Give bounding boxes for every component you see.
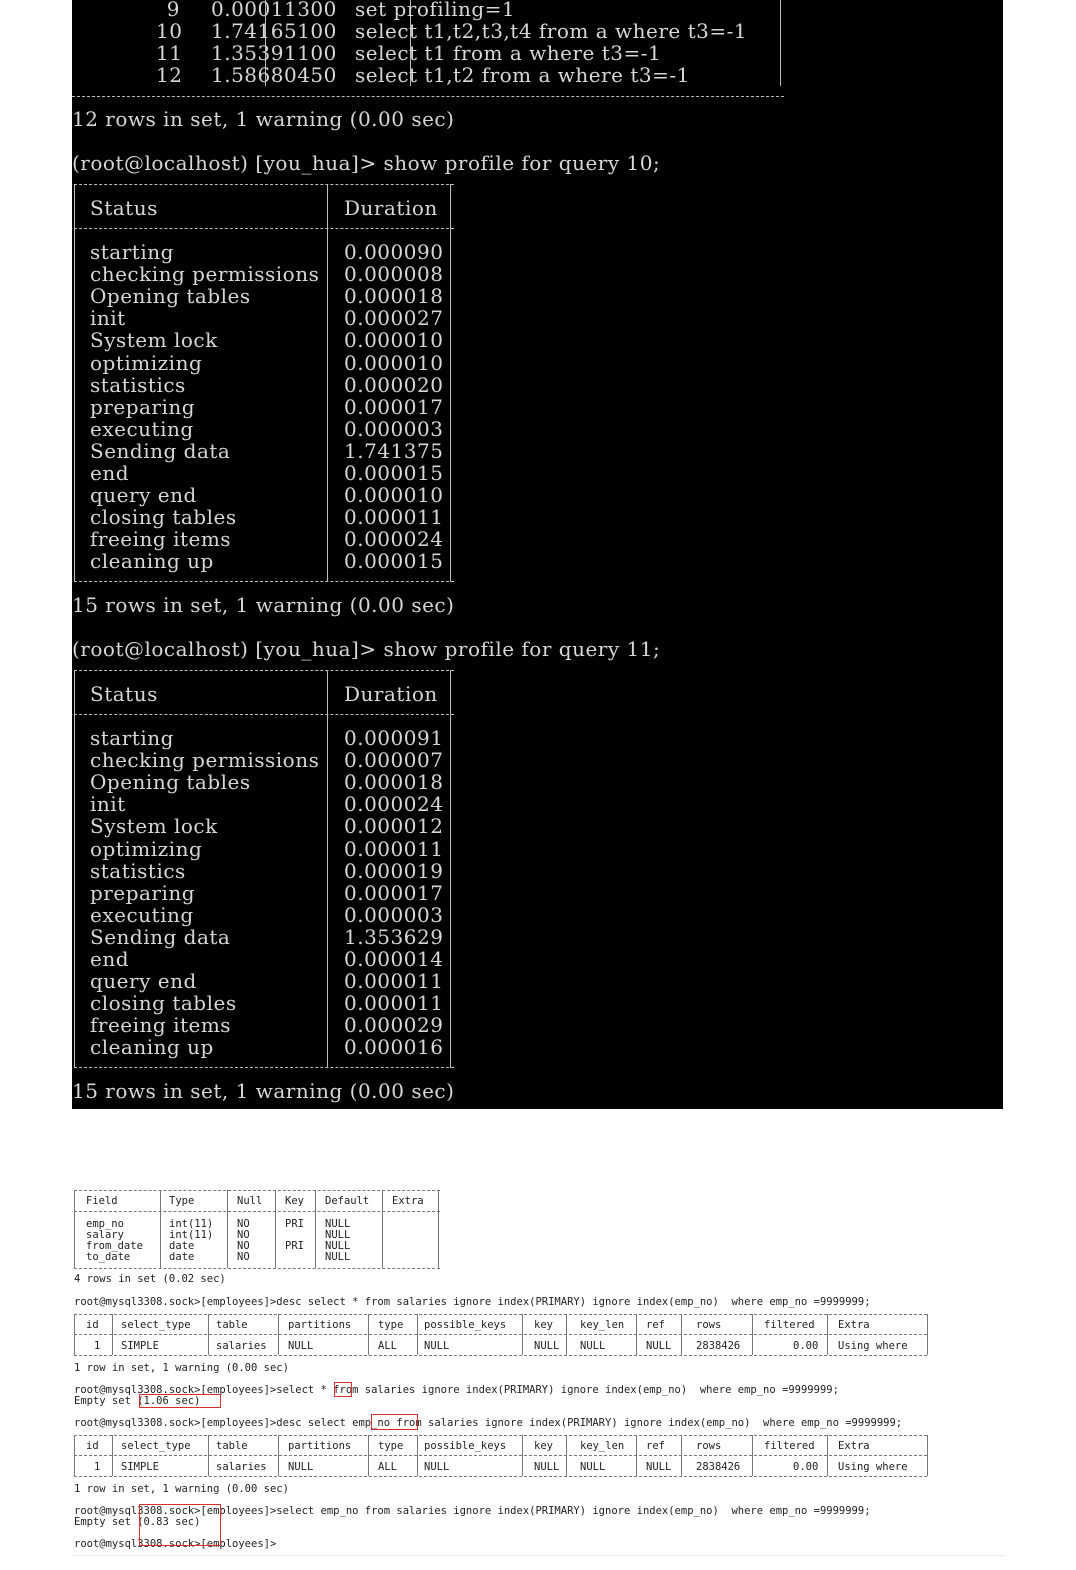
status-cell: cleaning up — [90, 1035, 214, 1060]
second-terminal-screenshot — [72, 1186, 1003, 1556]
query-text: select t1,t2 from a where t3=-1 — [355, 63, 690, 87]
column-header: type — [378, 1319, 404, 1331]
table-border — [74, 670, 454, 671]
table-border — [927, 1435, 928, 1476]
column-header: id — [86, 1440, 99, 1452]
table-border — [74, 1314, 927, 1315]
table-border — [368, 1314, 369, 1355]
duration-cell: 0.000017 — [344, 394, 444, 419]
duration-cell: 0.000016 — [344, 1035, 444, 1060]
column-header: table — [216, 1319, 248, 1331]
table-border — [74, 184, 75, 582]
table-border — [74, 1067, 454, 1068]
table-cell: 2838426 — [696, 1461, 741, 1473]
result-summary: 4 rows in set (0.02 sec) — [74, 1273, 226, 1285]
table-border — [752, 1435, 753, 1476]
duration-cell: 0.000011 — [344, 969, 444, 994]
table-border — [74, 1455, 927, 1456]
column-header: id — [86, 1319, 99, 1331]
table-cell: from_date — [86, 1240, 143, 1252]
table-border — [275, 1190, 276, 1268]
status-cell: checking permissions — [90, 748, 320, 773]
status-cell: Opening tables — [90, 770, 251, 795]
duration-cell: 0.000020 — [344, 372, 444, 397]
table-border — [74, 1190, 75, 1268]
table-cell: NULL — [288, 1461, 314, 1473]
table-cell: 0.00 — [793, 1340, 819, 1352]
status-cell: closing tables — [90, 991, 237, 1016]
column-header-status: Status — [90, 682, 158, 706]
table-border — [278, 1314, 279, 1355]
terminal-screenshot — [72, 0, 1003, 1109]
column-header-status: Status — [90, 196, 158, 220]
status-cell: optimizing — [90, 836, 203, 861]
duration-cell: 0.000011 — [344, 836, 444, 861]
duration-cell: 0.000015 — [344, 549, 444, 574]
column-header: possible_keys — [424, 1319, 507, 1331]
status-cell: end — [90, 947, 130, 971]
query-text: select t1 from a where t3=-1 — [355, 41, 662, 65]
duration-cell: 0.000003 — [344, 902, 444, 927]
table-border — [74, 1435, 75, 1476]
duration-cell: 0.000008 — [344, 262, 444, 287]
query-id: 12 — [156, 63, 183, 87]
table-border — [112, 1314, 113, 1355]
status-cell: Sending data — [90, 924, 231, 949]
table-cell: to_date — [86, 1251, 131, 1263]
table-cell: NULL — [424, 1461, 450, 1473]
duration-cell: 0.000017 — [344, 880, 444, 905]
result-summary: 1 row in set, 1 warning (0.00 sec) — [74, 1483, 289, 1495]
column-header: partitions — [288, 1319, 352, 1331]
table-border — [74, 1211, 440, 1212]
table-border — [382, 1190, 383, 1268]
column-header: key_len — [580, 1319, 625, 1331]
table-border — [827, 1435, 828, 1476]
duration-cell: 0.000015 — [344, 461, 444, 485]
table-border — [522, 1314, 523, 1355]
status-cell: statistics — [90, 372, 186, 397]
column-header: Null — [237, 1195, 263, 1207]
status-cell: preparing — [90, 394, 196, 419]
table-border — [208, 1314, 209, 1355]
status-cell: Sending data — [90, 438, 231, 463]
table-border — [636, 1435, 637, 1476]
table-border — [927, 1314, 928, 1355]
column-header-duration: Duration — [344, 196, 438, 220]
table-cell: 2838426 — [696, 1340, 741, 1352]
status-cell: starting — [90, 726, 174, 750]
command-line: root@mysql3308.sock>[employees]>select emp_no from salaries ignore index(PRIMARY) ignore index(emp_no) where emp_no =9999999; — [74, 1505, 871, 1517]
table-border — [780, 0, 781, 86]
table-cell: NULL — [288, 1340, 314, 1352]
table-cell: NULL — [534, 1340, 560, 1352]
table-border — [74, 1314, 75, 1355]
duration-cell: 0.000029 — [344, 1013, 444, 1038]
column-header: Default — [325, 1195, 370, 1207]
table-border — [74, 1476, 927, 1477]
table-cell: NULL — [646, 1340, 672, 1352]
column-header: key — [534, 1440, 553, 1452]
table-cell: NO — [237, 1229, 250, 1241]
table-border — [74, 1190, 440, 1191]
table-border — [566, 1314, 567, 1355]
table-cell: NO — [237, 1218, 250, 1230]
column-header: ref — [646, 1440, 665, 1452]
column-header-duration: Duration — [344, 682, 438, 706]
column-header: key — [534, 1319, 553, 1331]
column-header: Type — [169, 1195, 195, 1207]
duration-cell: 0.000090 — [344, 240, 444, 264]
table-cell: NULL — [325, 1218, 351, 1230]
table-cell: PRI — [285, 1218, 304, 1230]
status-cell: executing — [90, 902, 194, 927]
table-cell: NULL — [580, 1340, 606, 1352]
column-header: Extra — [392, 1195, 424, 1207]
table-border — [74, 1435, 927, 1436]
command-line: root@mysql3308.sock>[employees]>select * from salaries ignore index(PRIMARY) ignore index(emp_no) where emp_no =9999999; — [74, 1384, 839, 1396]
table-cell: ALL — [378, 1340, 397, 1352]
column-header: Extra — [838, 1319, 870, 1331]
table-cell: salary — [86, 1229, 124, 1241]
table-cell: 1 — [94, 1340, 101, 1352]
result-summary: Empty set (1.06 sec) — [74, 1395, 201, 1407]
status-cell: init — [90, 792, 126, 817]
table-cell: NULL — [580, 1461, 606, 1473]
status-cell: System lock — [90, 328, 218, 353]
duration-cell: 1.741375 — [344, 438, 444, 463]
table-border — [112, 1435, 113, 1476]
table-border — [438, 1190, 439, 1268]
table-border — [827, 1314, 828, 1355]
status-cell: cleaning up — [90, 549, 214, 574]
column-header: filtered — [764, 1440, 815, 1452]
table-border — [74, 228, 454, 229]
highlight-box — [139, 1504, 221, 1546]
table-cell: int(11) — [169, 1229, 214, 1241]
column-header: ref — [646, 1319, 665, 1331]
query-duration: 1.74165100 — [211, 19, 337, 43]
highlight-box — [334, 1382, 352, 1397]
column-header: possible_keys — [424, 1440, 507, 1452]
table-cell: NULL — [325, 1229, 351, 1241]
duration-cell: 0.000014 — [344, 947, 444, 971]
command-line: root@mysql3308.sock>[employees]>desc select * from salaries ignore index(PRIMARY) ignore index(emp_no) where emp_no =9999999; — [74, 1296, 871, 1308]
duration-cell: 0.000024 — [344, 527, 444, 552]
table-border — [681, 1435, 682, 1476]
duration-cell: 0.000011 — [344, 505, 444, 530]
table-border — [315, 1190, 316, 1268]
query-id: 11 — [156, 41, 183, 65]
table-border — [327, 184, 328, 582]
table-cell: NULL — [325, 1240, 351, 1252]
table-cell: NO — [237, 1240, 250, 1252]
column-header: key_len — [580, 1440, 625, 1452]
duration-cell: 0.000011 — [344, 991, 444, 1016]
column-header: rows — [696, 1440, 722, 1452]
status-cell: executing — [90, 416, 194, 441]
table-border — [450, 184, 451, 582]
column-header: table — [216, 1440, 248, 1452]
duration-cell: 0.000010 — [344, 483, 444, 508]
column-header: select_type — [121, 1440, 191, 1452]
query-text: select t1,t2,t3,t4 from a where t3=-1 — [355, 19, 748, 43]
query-duration: 1.35391100 — [211, 41, 337, 65]
status-cell: optimizing — [90, 350, 203, 375]
duration-cell: 0.000010 — [344, 350, 444, 375]
duration-cell: 0.000019 — [344, 858, 444, 883]
table-border — [681, 1314, 682, 1355]
table-cell: SIMPLE — [121, 1340, 159, 1352]
duration-cell: 0.000091 — [344, 726, 444, 750]
table-border — [74, 581, 454, 582]
status-cell: System lock — [90, 814, 218, 839]
table-border — [72, 96, 784, 97]
table-cell: date — [169, 1251, 195, 1263]
table-border — [327, 670, 328, 1068]
table-cell: PRI — [285, 1240, 304, 1252]
table-border — [74, 670, 75, 1068]
table-border — [450, 670, 451, 1068]
divider — [72, 1555, 1003, 1556]
column-header: type — [378, 1440, 404, 1452]
status-cell: init — [90, 306, 126, 331]
command-line: root@mysql3308.sock>[employees]>desc select emp_no from salaries ignore index(PRIMARY) ignore index(emp_no) where emp_no =9999999; — [74, 1417, 903, 1429]
status-cell: Opening tables — [90, 284, 251, 309]
highlight-box — [371, 1414, 418, 1430]
table-border — [74, 1334, 927, 1335]
query-duration: 1.58680450 — [211, 63, 337, 87]
table-cell: salaries — [216, 1461, 267, 1473]
table-border — [160, 1190, 161, 1268]
status-cell: checking permissions — [90, 262, 320, 287]
status-cell: end — [90, 461, 130, 485]
table-border — [417, 1435, 418, 1476]
table-cell: ALL — [378, 1461, 397, 1473]
duration-cell: 0.000018 — [344, 770, 444, 795]
query-id: 9 — [166, 0, 180, 21]
table-cell: emp_no — [86, 1218, 124, 1230]
table-cell: salaries — [216, 1340, 267, 1352]
table-cell: 1 — [94, 1461, 101, 1473]
result-summary: 15 rows in set, 1 warning (0.00 sec) — [72, 593, 455, 617]
query-duration: 0.00011300 — [211, 0, 337, 21]
table-cell: SIMPLE — [121, 1461, 159, 1473]
status-cell: freeing items — [90, 527, 232, 552]
status-cell: closing tables — [90, 505, 237, 530]
table-cell: Using where — [838, 1340, 908, 1352]
table-cell: int(11) — [169, 1218, 214, 1230]
table-cell: NULL — [424, 1340, 450, 1352]
status-cell: query end — [90, 969, 197, 994]
highlight-box — [139, 1394, 221, 1408]
duration-cell: 0.000007 — [344, 748, 444, 773]
table-cell: date — [169, 1240, 195, 1252]
table-border — [74, 1355, 927, 1356]
table-cell: NO — [237, 1251, 250, 1263]
status-cell: preparing — [90, 880, 196, 905]
command-prompt: root@mysql3308.sock>[employees]> — [74, 1538, 277, 1550]
duration-cell: 1.353629 — [344, 924, 444, 949]
table-border — [368, 1435, 369, 1476]
table-cell: NULL — [325, 1251, 351, 1263]
table-border — [566, 1435, 567, 1476]
command-prompt: (root@localhost) [you_hua]> show profile for query 11; — [72, 637, 661, 661]
duration-cell: 0.000012 — [344, 814, 444, 839]
table-border — [752, 1314, 753, 1355]
column-header: Extra — [838, 1440, 870, 1452]
column-header: partitions — [288, 1440, 352, 1452]
status-cell: starting — [90, 240, 174, 264]
result-summary: 1 row in set, 1 warning (0.00 sec) — [74, 1362, 289, 1374]
duration-cell: 0.000010 — [344, 328, 444, 353]
duration-cell: 0.000003 — [344, 416, 444, 441]
table-cell: 0.00 — [793, 1461, 819, 1473]
table-border — [208, 1435, 209, 1476]
column-header: Field — [86, 1195, 118, 1207]
table-border — [74, 1268, 440, 1269]
duration-cell: 0.000024 — [344, 792, 444, 817]
table-border — [278, 1435, 279, 1476]
result-summary: 12 rows in set, 1 warning (0.00 sec) — [72, 107, 455, 131]
status-cell: query end — [90, 483, 197, 508]
table-border — [522, 1435, 523, 1476]
result-summary: 15 rows in set, 1 warning (0.00 sec) — [72, 1079, 455, 1103]
table-cell: NULL — [646, 1461, 672, 1473]
query-text: set profiling=1 — [355, 0, 516, 21]
status-cell: freeing items — [90, 1013, 232, 1038]
status-cell: statistics — [90, 858, 186, 883]
table-border — [417, 1314, 418, 1355]
command-prompt: (root@localhost) [you_hua]> show profile for query 10; — [72, 151, 661, 175]
table-border — [636, 1314, 637, 1355]
table-border — [74, 714, 454, 715]
duration-cell: 0.000027 — [344, 306, 444, 331]
table-cell: Using where — [838, 1461, 908, 1473]
column-header: select_type — [121, 1319, 191, 1331]
column-header: filtered — [764, 1319, 815, 1331]
column-header: Key — [285, 1195, 304, 1207]
column-header: rows — [696, 1319, 722, 1331]
duration-cell: 0.000018 — [344, 284, 444, 309]
query-id: 10 — [156, 19, 183, 43]
result-summary: Empty set (0.83 sec) — [74, 1516, 201, 1528]
table-cell: NULL — [534, 1461, 560, 1473]
table-border — [74, 184, 454, 185]
table-border — [227, 1190, 228, 1268]
